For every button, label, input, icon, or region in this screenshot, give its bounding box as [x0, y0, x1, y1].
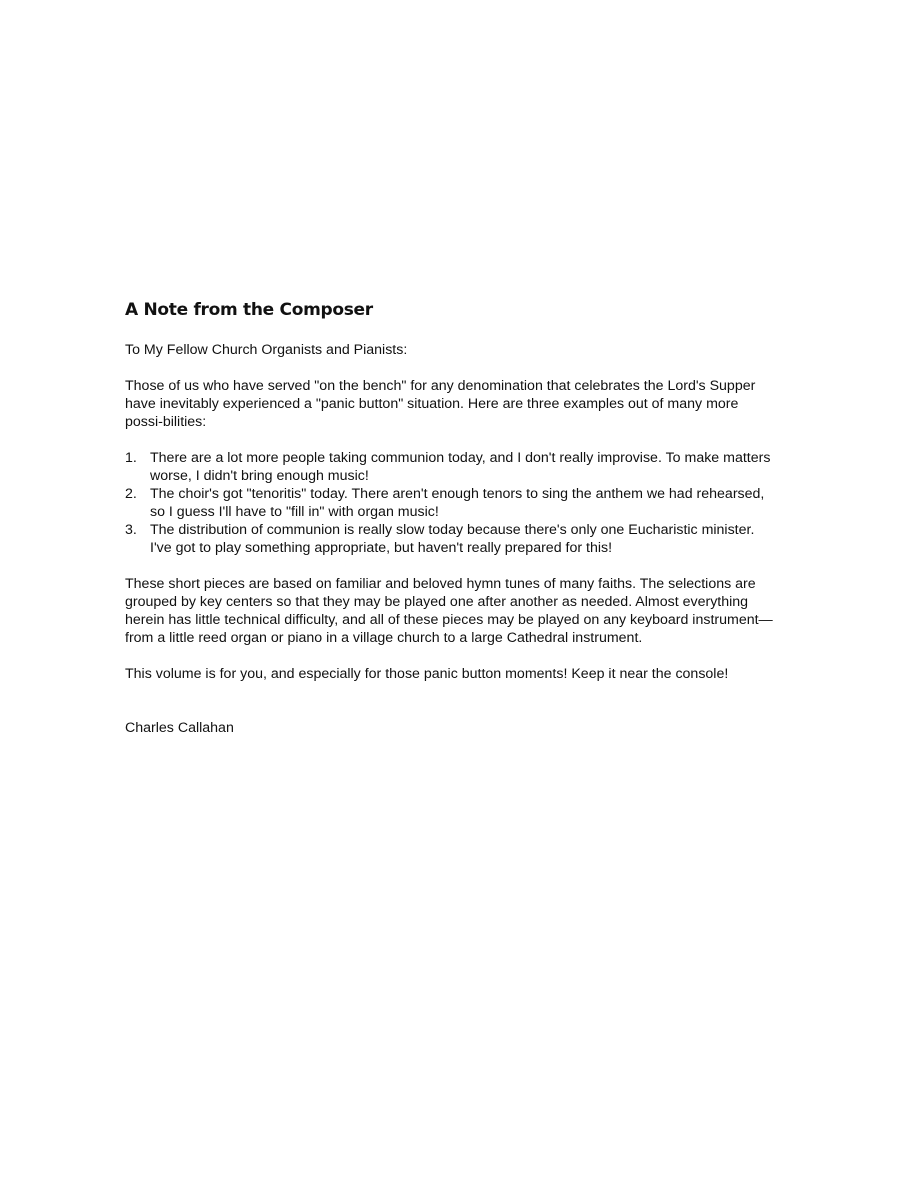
list-item-text: The distribution of communion is really slow today because there's only one Eucharistic minister. I've got to play something appropriate, but haven't really prepared for this!	[150, 522, 755, 556]
list-item-number: 2.	[125, 486, 137, 502]
page-title: A Note from the Composer	[125, 300, 373, 320]
list-item-text: The choir's got "tenoritis" today. There aren't enough tenors to sing the anthem we had rehearsed, so I guess I'll have to "fill in" with organ music!	[150, 486, 765, 520]
list-item	[125, 521, 777, 557]
signature: Charles Callahan	[125, 720, 234, 736]
list-item-number: 1.	[125, 450, 137, 466]
composer-note	[125, 298, 777, 737]
list-item	[125, 449, 777, 485]
list-item	[125, 485, 777, 521]
list-item-number: 3.	[125, 522, 137, 538]
closing-paragraph: This volume is for you, and especially for those panic button moments! Keep it near the console!	[125, 666, 729, 682]
list-item-text: There are a lot more people taking communion today, and I don't really improvise. To make matters worse, I didn't bring enough music!	[150, 450, 771, 484]
body-paragraph: These short pieces are based on familiar and beloved hymn tunes of many faiths. The selections are grouped by key centers so that they may be played one after another as needed. Almost everything herein has little technical difficulty, and all of these pieces may be played on any keyboard instrument—from a little reed organ or piano in a village church to a large Cathedral instrument.	[125, 576, 773, 646]
intro-paragraph: Those of us who have served "on the bench" for any denomination that celebrates the Lord's Supper have inevitably experienced a "panic button" situation. Here are three examples out of many more possi-bilities:	[125, 378, 756, 430]
examples-list	[125, 449, 777, 557]
salutation: To My Fellow Church Organists and Pianists:	[125, 342, 408, 358]
